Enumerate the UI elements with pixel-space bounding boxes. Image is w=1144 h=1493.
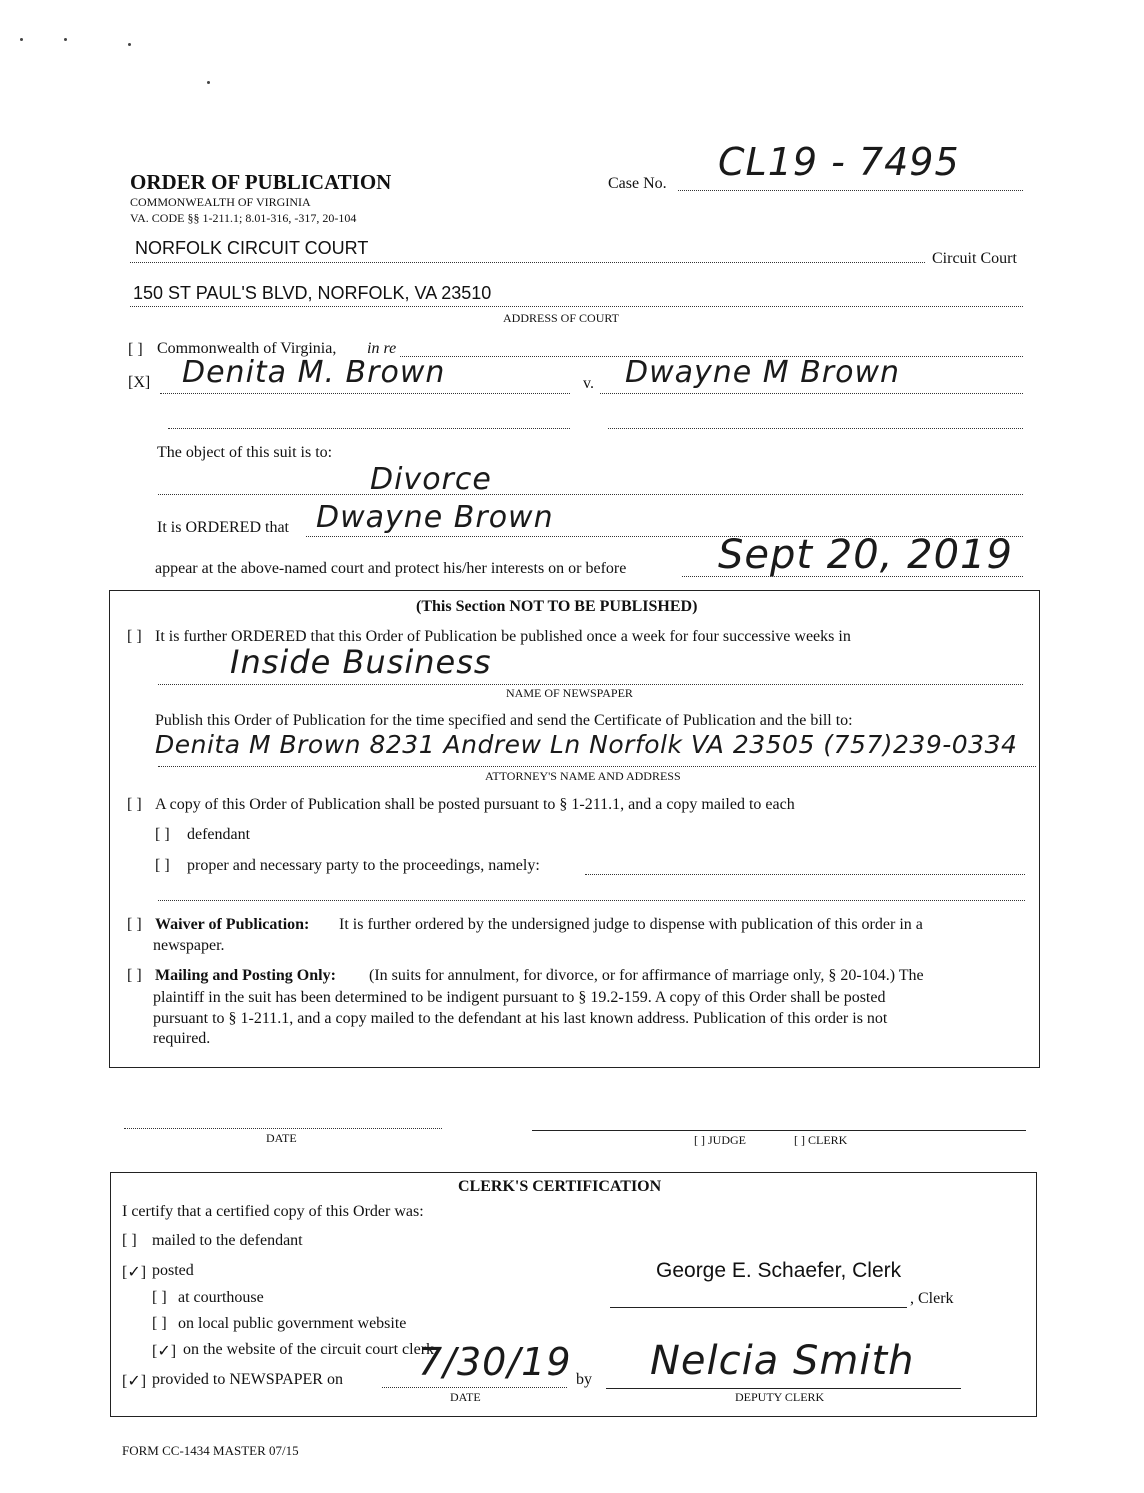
waiver-checkbox[interactable]: [ ] [127, 916, 142, 933]
object-label: The object of this suit is to: [157, 444, 333, 461]
waiver-text: It is further ordered by the undersigned judge to dispense with publication of this order in a [339, 916, 923, 933]
form-code: VA. CODE §§ 1-211.1; 8.01-316, -317, 20-104 [130, 211, 357, 225]
date-line [124, 1116, 442, 1129]
versus-checkbox[interactable]: [X] [128, 374, 151, 391]
newspaper-line [158, 670, 1023, 685]
plaintiff-line-2 [168, 414, 570, 429]
in-re-label: in re [367, 340, 397, 357]
newspaper-provided-date: 7/30/19 [418, 1340, 572, 1384]
attorney-info: Denita M Brown 8231 Andrew Ln Norfolk VA 23505 (757)239-0334 [155, 730, 1018, 759]
proper-line [585, 860, 1025, 875]
proper-label: proper and necessary party to the proceedings, namely: [187, 857, 540, 874]
cert-posted-checkbox[interactable]: [✓] [122, 1264, 147, 1281]
gov-website-label: on local public government website [178, 1315, 407, 1332]
court-line [130, 242, 925, 263]
commonwealth-checkbox[interactable]: [ ] [128, 341, 143, 358]
scan-speck [128, 43, 131, 46]
address-line [130, 288, 1023, 307]
deputy-caption: DEPUTY CLERK [735, 1390, 825, 1404]
clerk-name: George E. Schaefer, Clerk [656, 1259, 902, 1282]
court-suffix: Circuit Court [932, 250, 1017, 267]
defendant-name: Dwayne M Brown [625, 355, 901, 390]
appear-text: appear at the above-named court and protect his/her interests on or before [155, 560, 627, 577]
mailed-checkbox[interactable]: [ ] [122, 1232, 137, 1249]
case-number: CL19 - 7495 [718, 140, 960, 184]
posted-text: A copy of this Order of Publication shall be posted pursuant to § 1-211.1, and a copy mailed to each [155, 796, 795, 813]
defendant-label: defendant [187, 826, 251, 843]
appear-date: Sept 20, 2019 [718, 532, 1013, 578]
certification-title: CLERK'S CERTIFICATION [458, 1178, 662, 1195]
courthouse-label: at courthouse [178, 1289, 264, 1306]
scan-speck [64, 38, 67, 41]
defendant-checkbox[interactable]: [ ] [155, 826, 170, 843]
defendant-line-2 [608, 414, 1023, 429]
by-label: by [576, 1371, 592, 1388]
newspaper-name: Inside Business [230, 643, 492, 681]
newspaper-date-line [382, 1375, 567, 1388]
judge-checkbox[interactable]: [ ] JUDGE [694, 1133, 746, 1147]
waiver-title: Waiver of Publication: [155, 916, 310, 933]
newspaper-provided-label: provided to NEWSPAPER on [152, 1371, 343, 1388]
newspaper-caption: NAME OF NEWSPAPER [506, 686, 633, 700]
address-caption: ADDRESS OF COURT [503, 311, 619, 325]
certification-intro: I certify that a certified copy of this Order was: [122, 1203, 424, 1220]
plaintiff-line [160, 375, 570, 394]
date-caption: DATE [266, 1131, 297, 1145]
clerk-checkbox[interactable]: [ ] CLERK [794, 1133, 848, 1147]
attorney-caption: ATTORNEY'S NAME AND ADDRESS [485, 769, 681, 783]
commonwealth-label: Commonwealth of Virginia, [157, 340, 337, 357]
proper-line-2 [158, 886, 1025, 901]
clerk-website-label: on the website of the circuit court clerk [183, 1341, 435, 1358]
mailing-title: Mailing and Posting Only: [155, 967, 336, 984]
ordered-label: It is ORDERED that [157, 519, 289, 536]
mailing-line-1: (In suits for annulment, for divorce, or for affirmance of marriage only, § 20-104.) The [369, 967, 924, 984]
publish-text: It is further ORDERED that this Order of Publication be published once a week for four successive weeks in [155, 628, 851, 645]
form-subtitle: COMMONWEALTH OF VIRGINIA [130, 195, 311, 209]
versus-label: v. [583, 375, 594, 392]
newspaper-provided-checkbox[interactable]: [✓] [122, 1373, 147, 1390]
section-title: (This Section NOT TO BE PUBLISHED) [416, 598, 698, 615]
form-title: ORDER OF PUBLICATION [130, 170, 392, 194]
posted-checkbox[interactable]: [ ] [127, 796, 142, 813]
cert-posted-label: posted [152, 1262, 194, 1279]
mailing-line-3: pursuant to § 1-211.1, and a copy mailed to the defendant at his last known address. Publication of this order is not [153, 1010, 888, 1027]
proper-checkbox[interactable]: [ ] [155, 857, 170, 874]
mailing-line-4: required. [153, 1030, 211, 1047]
clerk-website-checkbox[interactable]: [✓] [152, 1343, 177, 1360]
scan-speck [20, 38, 23, 41]
clerk-suffix: , Clerk [910, 1290, 954, 1307]
defendant-line [600, 375, 1023, 394]
court-address: 150 ST PAUL'S BLVD, NORFOLK, VA 23510 [133, 283, 492, 303]
courthouse-checkbox[interactable]: [ ] [152, 1289, 167, 1306]
case-label: Case No. [608, 175, 667, 192]
form-id: FORM CC-1434 MASTER 07/15 [122, 1443, 299, 1458]
attorney-line [158, 752, 1036, 767]
judge-signature-line [532, 1118, 1026, 1131]
deputy-signature: Nelcia Smith [650, 1338, 915, 1384]
mailed-label: mailed to the defendant [152, 1232, 303, 1249]
scan-speck [207, 81, 210, 84]
publish-checkbox[interactable]: [ ] [127, 628, 142, 645]
send-text: Publish this Order of Publication for the time specified and send the Certificate of Publication and the bill to: [155, 712, 853, 729]
ordered-name: Dwayne Brown [316, 500, 554, 535]
gov-website-checkbox[interactable]: [ ] [152, 1315, 167, 1332]
object-value: Divorce [370, 462, 492, 497]
appear-date-line [682, 560, 1023, 577]
mailing-line-2: plaintiff in the suit has been determined to be indigent pursuant to § 19.2-159. A copy of this Order shall be posted [153, 989, 886, 1006]
mailing-checkbox[interactable]: [ ] [127, 967, 142, 984]
newspaper-date-caption: DATE [450, 1390, 481, 1404]
clerk-line [610, 1295, 907, 1308]
waiver-text-2: newspaper. [153, 937, 225, 954]
court-name: NORFOLK CIRCUIT COURT [135, 238, 369, 258]
object-line [158, 480, 1023, 495]
plaintiff-name: Denita M. Brown [182, 355, 446, 390]
